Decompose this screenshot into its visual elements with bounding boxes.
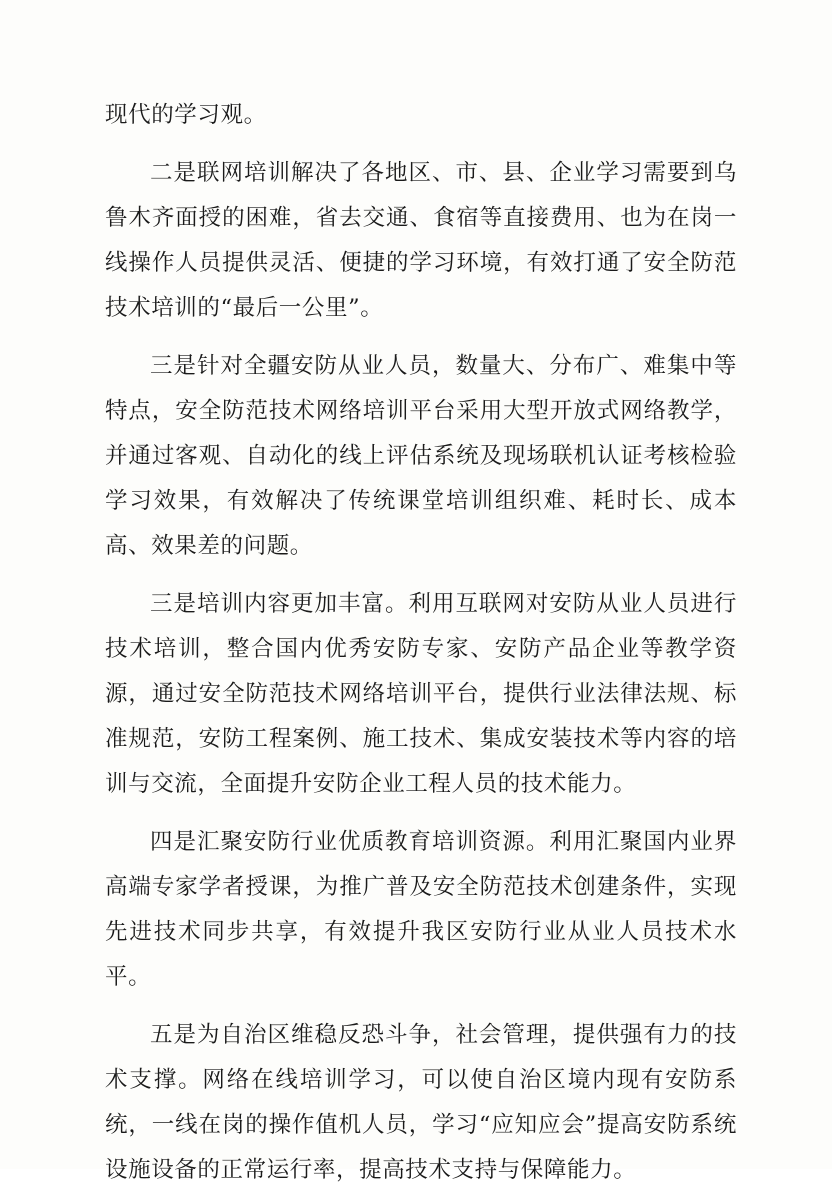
paragraph-gap — [105, 1000, 737, 1013]
paragraph-point-5: 五是为自治区维稳反恐斗争，社会管理，提供强有力的技术支撑。网络在线培训学习，可以使自治区境内现有安防系统，一线在岗的操作值机人员，学习“应知应会”提高安防系统设施设备的正常运行率，提高技术支持与保障能力。 — [105, 1022, 737, 1183]
paragraph-continuation: 现代的学习观。 — [105, 102, 267, 128]
paragraph-point-3a: 三是针对全疆安防从业人员，数量大、分布广、难集中等特点，安全防范技术网络培训平台采用大型开放式网络教学，并通过客观、自动化的线上评估系统及现场联机认证考核检验学习效果，有效解决了传统课堂培训组织难、耗时长、成本高、效果差的问题。 — [105, 353, 737, 559]
paragraph-point-2: 二是联网培训解决了各地区、市、县、企业学习需要到乌鲁木齐面授的困难，省去交通、食宿等直接费用、也为在岗一线操作人员提供灵活、便捷的学习环境，有效打通了安全防范技术培训的“最后一公里”。 — [105, 160, 737, 321]
paragraph-point-3b: 三是培训内容更加丰富。利用互联网对安防从业人员进行技术培训，整合国内优秀安防专家、安防产品企业等教学资源，通过安全防范技术网络培训平台，提供行业法律法规、标准规范，安防工程案例、施工技术、集成安装技术等内容的培训与交流，全面提升安防企业工程人员的技术能力。 — [105, 591, 737, 797]
paragraph-point-4: 四是汇聚安防行业优质教育培训资源。利用汇聚国内业界高端专家学者授课，为推广普及安全防范技术创建条件，实现先进技术同步共享，有效提升我区安防行业从业人员技术水平。 — [105, 829, 737, 990]
paragraph-gap — [105, 331, 737, 344]
paragraph-gap — [105, 138, 737, 151]
document-body — [105, 93, 737, 1193]
paragraph-gap — [105, 807, 737, 820]
paragraph-gap — [105, 569, 737, 582]
